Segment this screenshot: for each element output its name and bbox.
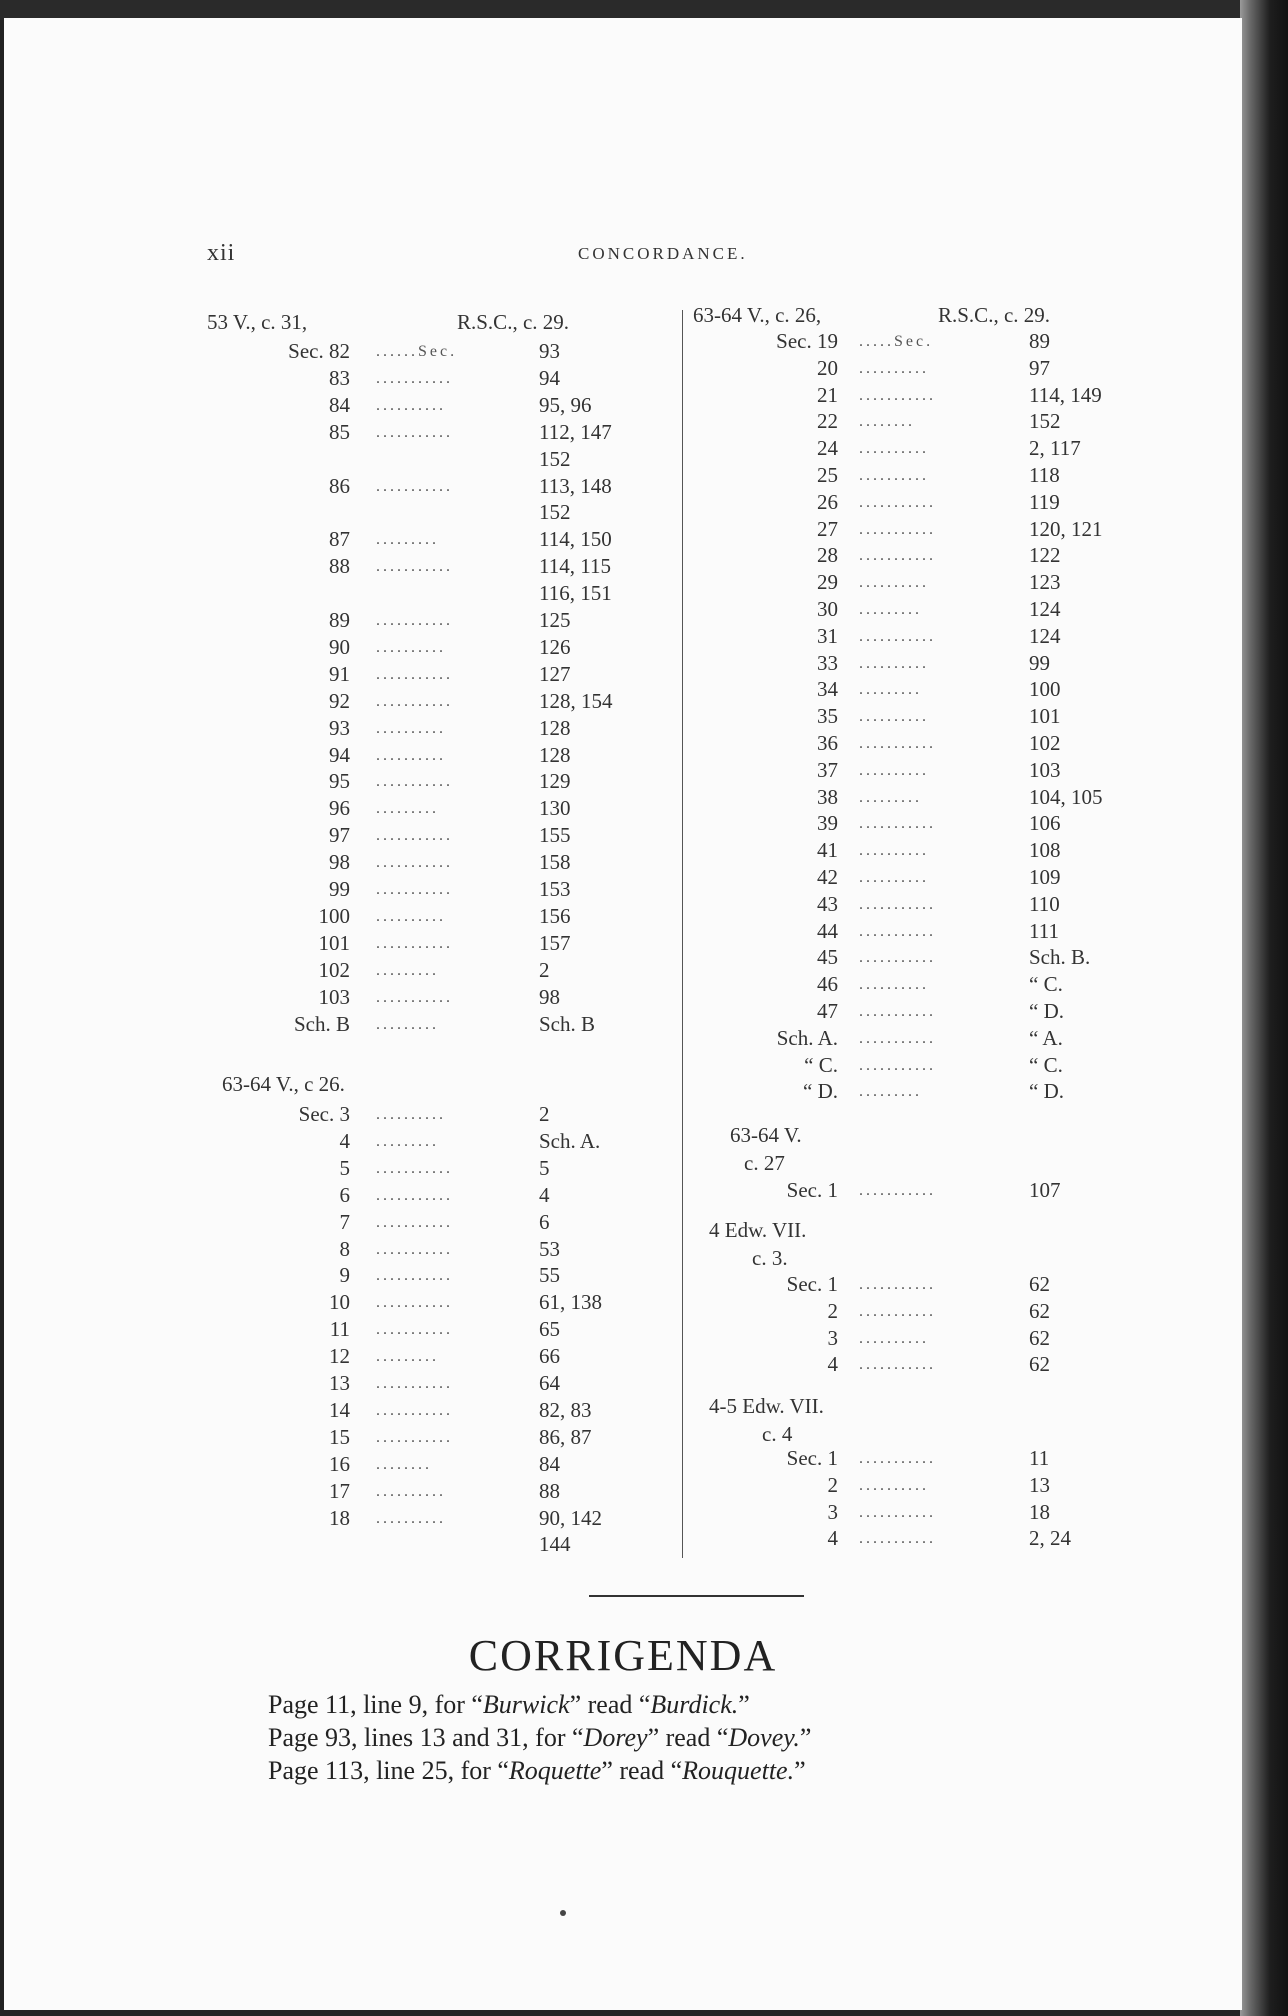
leader-dots: ........... [376, 854, 453, 872]
leader-dots: .......... [859, 708, 929, 726]
leader-dots: ........ [859, 413, 915, 431]
leader-dots: ......... [859, 601, 922, 618]
leader-dots: ......... [859, 681, 922, 699]
section-ref: 31 [817, 623, 838, 648]
section-ref: 3 [827, 1499, 838, 1524]
section-ref: 35 [817, 704, 838, 729]
rsc-ref: 2, 24 [1029, 1526, 1071, 1551]
section-ref: 95 [329, 769, 350, 794]
leader-dots: ........ [376, 1455, 432, 1473]
rsc-ref: 53 [539, 1236, 560, 1261]
section-ref: Sec. 3 [298, 1102, 350, 1126]
rsc-ref: 2, 117 [1029, 436, 1081, 461]
section-ref: 84 [329, 392, 350, 417]
leader-dots: ......Sec. [376, 343, 458, 360]
scan-right-edge [1240, 0, 1288, 2016]
section-ref: 10 [329, 1290, 350, 1315]
section-ref: 29 [817, 570, 838, 595]
rsc-ref: 114, 150 [539, 527, 612, 552]
rsc-ref: 104, 105 [1029, 784, 1103, 809]
rsc-ref: 13 [1029, 1472, 1050, 1497]
rsc-ref: “ D. [1029, 999, 1064, 1023]
section-ref: 33 [817, 650, 838, 675]
leader-dots: ........... [859, 735, 936, 752]
leader-dots: .......... [859, 976, 929, 994]
section-ref: 16 [329, 1451, 350, 1476]
rsc-ref: 157 [539, 930, 571, 955]
leader-dots: ........... [859, 922, 936, 940]
leader-dots: ........... [376, 827, 453, 845]
rsc-ref: 129 [539, 769, 571, 794]
rsc-ref: 152 [539, 446, 571, 471]
section-ref: 4 [827, 1526, 838, 1551]
rsc-ref: 120, 121 [1029, 516, 1103, 541]
section-ref: Sch. B [293, 1011, 350, 1036]
leader-dots: ........... [376, 1240, 453, 1258]
rsc-ref: 127 [539, 661, 571, 686]
section-ref: 46 [817, 972, 838, 997]
leader-dots: .......... [376, 719, 446, 737]
leader-dots: ........... [376, 881, 453, 898]
rsc-ref: 2 [539, 1102, 550, 1126]
rsc-ref: 99 [1029, 650, 1050, 675]
corrigenda-text: ” [794, 1756, 806, 1785]
leader-dots: .......... [376, 1106, 446, 1123]
rsc-ref: 94 [539, 365, 560, 390]
rsc-ref: 61, 138 [539, 1290, 602, 1315]
leader-dots: ........... [859, 1276, 936, 1293]
corrigenda-line [268, 1690, 750, 1720]
section-ref: 42 [817, 865, 838, 889]
section-ref: 88 [329, 554, 350, 579]
section-ref: “ C. [804, 1052, 838, 1077]
section-ref: Sec. 19 [776, 329, 838, 353]
left-heading-act: 53 V., c. 31, [207, 310, 308, 334]
rsc-ref: 113, 148 [539, 473, 612, 498]
leader-dots: ........... [859, 1530, 936, 1548]
rsc-ref: 6 [539, 1209, 550, 1234]
section-ref: 2 [827, 1472, 838, 1497]
rsc-ref: 126 [539, 634, 571, 659]
rsc-ref: 86, 87 [539, 1424, 592, 1449]
leader-dots: ........... [376, 558, 453, 576]
rsc-ref: 102 [1029, 731, 1061, 755]
section-ref: 83 [329, 365, 350, 390]
left-heading-rsc: R.S.C., c. 29. [457, 310, 570, 334]
leader-dots: ........... [859, 1182, 936, 1199]
section-ref: 39 [817, 811, 838, 836]
rsc-ref: 100 [1029, 677, 1061, 702]
rsc-ref: 18 [1029, 1499, 1050, 1524]
leader-dots: ........... [859, 1003, 936, 1020]
section-ref: 102 [318, 957, 350, 982]
section-ref: 9 [339, 1263, 350, 1288]
corrigenda-wrong: Burwick [482, 1690, 570, 1719]
corrigenda-wrong: Dorey [583, 1723, 648, 1752]
corrigenda-line [268, 1723, 811, 1753]
leader-dots: ........... [376, 1375, 453, 1392]
rsc-ref: 119 [1029, 489, 1060, 514]
rsc-ref: 62 [1029, 1298, 1050, 1323]
rsc-ref: 62 [1029, 1352, 1050, 1377]
section-ref: 100 [318, 903, 350, 928]
rsc-ref: 128, 154 [539, 688, 613, 713]
section-ref: 41 [817, 838, 838, 863]
rsc-ref: 130 [539, 796, 571, 821]
corrigenda-text: ” read “ [647, 1723, 729, 1752]
leader-dots: ......... [376, 531, 439, 549]
leader-dots: .......... [859, 761, 929, 779]
leader-dots: ........... [859, 949, 936, 967]
right-heading-4-line2: c. 4 [762, 1422, 793, 1446]
scan-top-edge [0, 0, 1288, 20]
leader-dots: .......... [859, 440, 929, 458]
section-ref: 38 [817, 784, 838, 809]
leader-dots: .....Sec. [859, 333, 934, 350]
corrigenda-text: Page 11, line 9, for “ [268, 1690, 483, 1719]
leader-dots: .......... [376, 638, 446, 656]
rsc-ref: Sch. B. [1029, 945, 1091, 970]
rsc-ref: 118 [1029, 463, 1060, 487]
section-ref: 14 [329, 1397, 350, 1422]
rsc-ref: 62 [1029, 1325, 1050, 1350]
leader-dots: .......... [376, 1509, 446, 1527]
page-number: xii [207, 240, 236, 266]
leader-dots: ........... [859, 1029, 936, 1047]
leader-dots: ........... [859, 386, 936, 404]
leader-dots: ........... [376, 1213, 453, 1231]
leader-dots: ........... [376, 423, 453, 441]
leader-dots: .......... [376, 746, 446, 764]
rsc-ref: 155 [539, 823, 571, 848]
leader-dots: ........... [376, 692, 453, 710]
leader-dots: .......... [859, 654, 929, 672]
rsc-ref: 144 [539, 1532, 571, 1557]
section-ref: 15 [329, 1424, 350, 1449]
leader-dots: ......... [376, 1348, 439, 1366]
leader-dots: .......... [376, 396, 446, 414]
leader-dots: ........... [859, 1302, 936, 1320]
rsc-ref: 103 [1029, 757, 1061, 782]
left-heading-2: 63-64 V., c 26. [222, 1072, 345, 1096]
rsc-ref: 101 [1029, 704, 1061, 729]
section-ref: Sec. 1 [786, 1178, 838, 1202]
section-ref: 98 [329, 850, 350, 875]
section-ref: 11 [329, 1317, 350, 1342]
section-ref: 6 [339, 1182, 350, 1207]
leader-dots: ......... [376, 1132, 439, 1150]
leader-dots: ........... [376, 988, 453, 1006]
leader-dots: .......... [859, 359, 929, 377]
rsc-ref: 112, 147 [539, 419, 612, 444]
rsc-ref: 152 [1029, 409, 1061, 434]
section-ref: 97 [329, 823, 350, 848]
rsc-ref: 82, 83 [539, 1397, 592, 1422]
section-ref: 87 [329, 527, 350, 552]
rsc-ref: 95, 96 [539, 392, 592, 417]
rsc-ref: 4 [539, 1182, 550, 1207]
section-ref: Sch. A. [776, 1025, 838, 1050]
rsc-ref: 114, 115 [539, 554, 611, 579]
rsc-ref: 107 [1029, 1178, 1061, 1202]
leader-dots: ........... [859, 1056, 936, 1074]
leader-dots: ......... [859, 788, 922, 806]
leader-dots: ........... [376, 665, 453, 683]
leader-dots: ........... [859, 627, 936, 645]
right-heading-2-line1: 63-64 V. [730, 1123, 802, 1147]
section-ref: 44 [817, 918, 838, 943]
leader-dots: .......... [859, 869, 929, 886]
rsc-ref: 106 [1029, 811, 1061, 836]
rsc-ref: 109 [1029, 865, 1061, 889]
book-page [4, 18, 1242, 2010]
section-ref: 21 [817, 382, 838, 407]
section-ref: Sec. 1 [786, 1446, 838, 1470]
leader-dots: .......... [859, 1329, 929, 1347]
section-ref: 27 [817, 516, 838, 541]
rsc-ref: 124 [1029, 623, 1061, 648]
corrigenda-right: Dovey. [728, 1723, 800, 1752]
corrigenda-text: ” [738, 1690, 750, 1719]
rsc-ref: “ A. [1029, 1025, 1063, 1050]
rsc-ref: “ C. [1029, 972, 1063, 997]
section-ref: 99 [329, 877, 350, 901]
rsc-ref: 97 [1029, 355, 1050, 380]
section-ref: 8 [339, 1236, 350, 1261]
leader-dots: ........... [376, 1428, 453, 1446]
section-ref: 20 [817, 355, 838, 380]
leader-dots: ........... [859, 493, 936, 511]
rsc-ref: 111 [1029, 918, 1059, 943]
right-heading-4-line1: 4-5 Edw. VII. [709, 1394, 824, 1418]
section-ref: 2 [827, 1298, 838, 1323]
leader-dots: .......... [859, 574, 929, 592]
leader-dots: .......... [859, 467, 929, 484]
section-ref: 36 [817, 731, 838, 755]
section-ref: 92 [329, 688, 350, 713]
corrigenda-text: ” read “ [601, 1756, 683, 1785]
section-ref: 7 [339, 1209, 350, 1234]
rsc-ref: “ C. [1029, 1052, 1063, 1077]
leader-dots: .......... [376, 907, 446, 925]
leader-dots: ........... [859, 547, 936, 565]
rsc-ref: 128 [539, 742, 571, 767]
leader-dots: ......... [376, 1015, 439, 1033]
rsc-ref: 152 [539, 500, 571, 525]
section-ref: 5 [339, 1155, 350, 1180]
corrigenda-text: Page 93, lines 13 and 31, for “ [268, 1723, 584, 1752]
section-ref: 3 [827, 1325, 838, 1350]
leader-dots: .......... [859, 842, 929, 860]
right-heading-rsc: R.S.C., c. 29. [938, 303, 1051, 327]
section-ref: 28 [817, 543, 838, 568]
section-ref: 93 [329, 715, 350, 740]
leader-dots: ......... [859, 1083, 922, 1101]
ink-speck [560, 1910, 566, 1916]
leader-dots: ........... [376, 1294, 453, 1312]
section-ref: 47 [817, 999, 838, 1023]
section-ref: 18 [329, 1505, 350, 1530]
right-heading-3-line1: 4 Edw. VII. [709, 1218, 807, 1242]
leader-dots: ......... [376, 800, 439, 818]
rsc-ref: 128 [539, 715, 571, 740]
section-ref: Sec. 1 [786, 1272, 838, 1296]
leader-dots: .......... [376, 1482, 446, 1500]
rsc-ref: 62 [1029, 1272, 1050, 1296]
right-heading-act: 63-64 V., c. 26, [693, 303, 822, 327]
section-ref: “ D. [803, 1079, 838, 1104]
section-ref: 12 [329, 1344, 350, 1369]
leader-dots: ........... [376, 1401, 453, 1419]
corrigenda-text: ” read “ [569, 1690, 651, 1719]
rsc-ref: 124 [1029, 597, 1061, 621]
corrigenda-title: CORRIGENDA [468, 1631, 778, 1680]
corrigenda-wrong: Roquette [508, 1756, 602, 1785]
section-ref: 30 [817, 597, 838, 621]
leader-dots: ........... [859, 815, 936, 833]
section-ref: 43 [817, 891, 838, 916]
section-ref: 90 [329, 634, 350, 659]
section-ref: 4 [339, 1128, 350, 1153]
rsc-ref: 2 [539, 957, 550, 982]
leader-dots: ........... [859, 520, 936, 538]
rsc-ref: 153 [539, 877, 571, 901]
corrigenda-line [268, 1756, 806, 1786]
section-ref: 96 [329, 796, 350, 821]
leader-dots: ........... [376, 612, 453, 629]
running-title: CONCORDANCE. [578, 244, 748, 263]
section-ref: 86 [329, 473, 350, 498]
section-ref: 101 [318, 930, 350, 955]
rsc-ref: 108 [1029, 838, 1061, 863]
leader-dots: .......... [859, 1476, 929, 1494]
leader-dots: ........... [859, 1450, 936, 1467]
section-ref: 85 [329, 419, 350, 444]
rsc-ref: 98 [539, 984, 560, 1009]
right-heading-3-line2: c. 3. [752, 1246, 788, 1270]
rsc-ref: 88 [539, 1478, 560, 1503]
right-heading-2-line2: c. 27 [744, 1151, 785, 1175]
section-ref: 4 [827, 1352, 838, 1377]
section-ref: 37 [817, 757, 838, 782]
section-ref: 26 [817, 489, 838, 514]
leader-dots: ........... [376, 1321, 453, 1339]
rsc-ref: 66 [539, 1344, 560, 1369]
leader-dots: ........... [376, 1267, 453, 1285]
section-ref: 17 [329, 1478, 350, 1503]
leader-dots: ........... [376, 773, 453, 791]
rsc-ref: 116, 151 [539, 581, 612, 606]
rsc-ref: 156 [539, 903, 571, 928]
corrigenda-text: ” [799, 1723, 812, 1752]
leader-dots: ........... [376, 477, 453, 495]
leader-dots: ........... [859, 895, 936, 913]
rsc-ref: 84 [539, 1451, 560, 1476]
leader-dots: ........... [376, 1186, 453, 1204]
section-ref: 91 [329, 661, 350, 686]
corrigenda-right: Rouquette. [682, 1756, 795, 1785]
leader-dots: ........... [859, 1356, 936, 1374]
leader-dots: ........... [376, 369, 453, 387]
section-ref: 22 [817, 409, 838, 434]
rsc-ref: 5 [539, 1155, 550, 1180]
rsc-ref: 90, 142 [539, 1505, 602, 1530]
corrigenda-text: Page 113, line 25, for “ [268, 1756, 509, 1785]
section-ref: 24 [817, 436, 838, 461]
section-ref: 89 [329, 608, 350, 632]
section-ref: 13 [329, 1371, 350, 1395]
rsc-ref: 93 [539, 339, 560, 363]
rsc-ref: 64 [539, 1371, 560, 1395]
rsc-ref: 158 [539, 850, 571, 875]
rsc-ref: 125 [539, 608, 571, 632]
section-ref: 103 [318, 984, 350, 1009]
rsc-ref: 65 [539, 1317, 560, 1342]
section-ref: 25 [817, 463, 838, 487]
rsc-ref: 123 [1029, 570, 1061, 595]
rsc-ref: 114, 149 [1029, 382, 1102, 407]
rsc-ref: 122 [1029, 543, 1061, 568]
leader-dots: ........... [859, 1503, 936, 1521]
leader-dots: ........... [376, 934, 453, 952]
rsc-ref: Sch. A. [539, 1128, 601, 1153]
section-ref: 45 [817, 945, 838, 970]
rsc-ref: Sch. B [539, 1011, 596, 1036]
rsc-ref: 89 [1029, 329, 1050, 353]
corrigenda-right: Burdick. [650, 1690, 739, 1719]
section-ref: Sec. 82 [288, 339, 350, 363]
column-divider [682, 310, 683, 1558]
section-ref: 34 [817, 677, 838, 702]
rsc-ref: “ D. [1029, 1079, 1064, 1104]
leader-dots: ......... [376, 961, 439, 979]
rsc-ref: 110 [1029, 891, 1060, 916]
section-rule [589, 1595, 804, 1597]
section-ref: 94 [329, 742, 350, 767]
rsc-ref: 11 [1029, 1446, 1050, 1470]
rsc-ref: 55 [539, 1263, 560, 1288]
leader-dots: ........... [376, 1159, 453, 1177]
